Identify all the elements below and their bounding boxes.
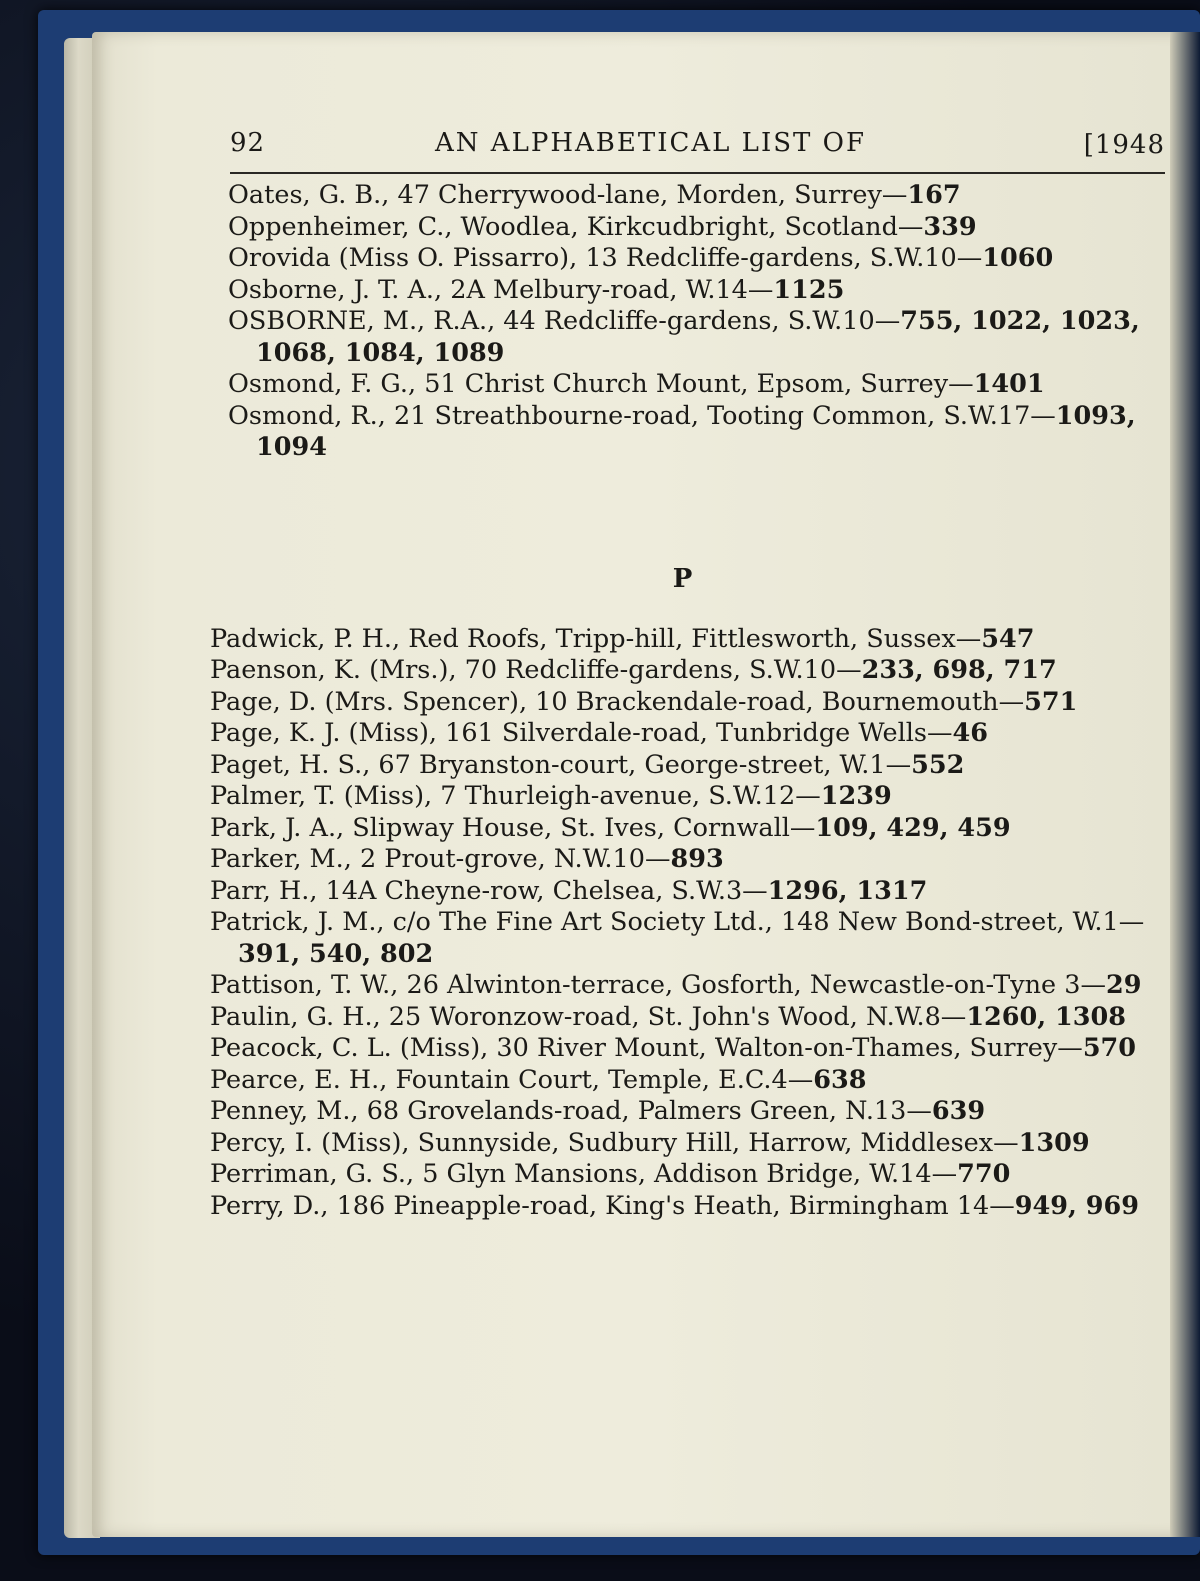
entry-text: Percy, I. (Miss), Sunnyside, Sudbury Hill, Harrow, Middlesex— (210, 1127, 1019, 1158)
entry-catalogue-numbers: 233, 698, 717 (861, 655, 1057, 685)
entry-text: Paenson, K. (Mrs.), 70 Redcliffe-gardens, S.W.10— (210, 655, 862, 685)
list-entry (228, 180, 1165, 212)
list-entry (228, 306, 1165, 369)
section-o-list (200, 180, 1165, 464)
entry-catalogue-numbers: 1260, 1308 (966, 1001, 1127, 1032)
entry-text: Palmer, T. (Miss), 7 Thurleigh-avenue, S.W.12— (210, 781, 821, 811)
list-entry (210, 1033, 1165, 1065)
entry-catalogue-numbers: 46 (952, 718, 989, 748)
entry-catalogue-numbers: 949, 969 (1014, 1190, 1139, 1221)
running-year: [1948 (1083, 130, 1165, 160)
entry-catalogue-numbers: 770 (957, 1159, 1011, 1189)
list-entry (210, 781, 1165, 813)
list-entry (210, 1065, 1165, 1097)
entry-catalogue-numbers: 638 (813, 1064, 867, 1095)
entry-catalogue-numbers: 570 (1082, 1033, 1137, 1063)
entry-catalogue-numbers: 109, 429, 459 (815, 812, 1011, 843)
entry-text: Pearce, E. H., Fountain Court, Temple, E.C.4— (210, 1064, 814, 1095)
running-title: AN ALPHABETICAL LIST OF (435, 128, 866, 158)
entry-catalogue-numbers: 339 (923, 211, 977, 242)
entry-catalogue-numbers: 755, 1022, 1023, 1068, 1084, 1089 (256, 306, 1140, 368)
gutter-shadow (1170, 32, 1200, 1537)
list-entry (228, 401, 1165, 464)
entry-text: Page, K. J. (Miss), 161 Silverdale-road, Tunbridge Wells— (210, 718, 953, 748)
entry-catalogue-numbers: 391, 540, 802 (238, 938, 434, 969)
list-entry (210, 750, 1165, 782)
entry-catalogue-numbers: 639 (931, 1096, 986, 1126)
list-entry (210, 1191, 1165, 1223)
list-entry (210, 1159, 1165, 1191)
page-content (200, 118, 1165, 1222)
entry-text: Osmond, F. G., 51 Christ Church Mount, Epsom, Surrey— (228, 369, 974, 399)
list-entry (210, 907, 1165, 970)
entry-catalogue-numbers: 1060 (982, 243, 1054, 273)
list-entry (210, 655, 1165, 687)
entry-catalogue-numbers: 167 (907, 180, 961, 210)
entry-catalogue-numbers: 1309 (1018, 1127, 1090, 1158)
list-entry (210, 624, 1165, 656)
entry-catalogue-numbers: 1296, 1317 (767, 875, 928, 906)
entry-catalogue-numbers: 1125 (773, 274, 845, 305)
header-rule (230, 172, 1165, 174)
list-entry (210, 844, 1165, 876)
entry-text: Penney, M., 68 Grovelands-road, Palmers Green, N.13— (210, 1096, 932, 1126)
page-number: 92 (230, 128, 266, 158)
entry-text: Paulin, G. H., 25 Woronzow-road, St. John's Wood, N.W.8— (210, 1001, 967, 1032)
entry-catalogue-numbers: 571 (1024, 686, 1078, 717)
entry-text: Pattison, T. W., 26 Alwinton-terrace, Gosforth, Newcastle-on-Tyne 3— (210, 970, 1106, 1000)
entry-text: Oates, G. B., 47 Cherrywood-lane, Morden, Surrey— (228, 180, 908, 210)
entry-text: Park, J. A., Slipway House, St. Ives, Cornwall— (210, 812, 816, 843)
list-entry (228, 243, 1165, 275)
entry-catalogue-numbers: 1239 (820, 781, 892, 811)
entry-catalogue-numbers: 552 (911, 749, 965, 780)
list-entry (228, 275, 1165, 307)
entry-text: Peacock, C. L. (Miss), 30 River Mount, Walton-on-Thames, Surrey— (210, 1033, 1083, 1063)
entry-text: Orovida (Miss O. Pissarro), 13 Redcliffe-gardens, S.W.10— (228, 243, 983, 273)
list-entry (210, 876, 1165, 908)
list-entry (210, 687, 1165, 719)
entry-catalogue-numbers: 547 (981, 623, 1035, 654)
list-entry (228, 369, 1165, 401)
list-entry (210, 970, 1165, 1002)
entry-text: Padwick, P. H., Red Roofs, Tripp-hill, Fittlesworth, Sussex— (210, 623, 982, 654)
entry-text: Perry, D., 186 Pineapple-road, King's Heath, Birmingham 14— (210, 1190, 1015, 1221)
list-entry (228, 212, 1165, 244)
list-entry (210, 1096, 1165, 1128)
entry-text: Perriman, G. S., 5 Glyn Mansions, Addison Bridge, W.14— (210, 1159, 958, 1189)
section-p-list (200, 624, 1165, 1223)
list-entry (210, 718, 1165, 750)
entry-catalogue-numbers: 29 (1105, 970, 1142, 1000)
entry-text: Page, D. (Mrs. Spencer), 10 Brackendale-road, Bournemouth— (210, 686, 1025, 717)
entry-text: Oppenheimer, C., Woodlea, Kirkcudbright, Scotland— (228, 211, 924, 242)
entry-text: Paget, H. S., 67 Bryanston-court, George-street, W.1— (210, 749, 912, 780)
entry-text: Patrick, J. M., c/o The Fine Art Society Ltd., 148 New Bond-street, W.1— (210, 907, 1145, 937)
entry-text: Parr, H., 14A Cheyne-row, Chelsea, S.W.3— (210, 875, 768, 906)
entry-text: Osmond, R., 21 Streathbourne-road, Tooting Common, S.W.17— (228, 400, 1056, 431)
entry-catalogue-numbers: 1093, 1094 (256, 400, 1136, 462)
section-letter-heading: P (672, 563, 693, 594)
list-entry (210, 1128, 1165, 1160)
entry-text: Parker, M., 2 Prout-grove, N.W.10— (210, 844, 671, 874)
entry-catalogue-numbers: 893 (670, 844, 724, 874)
list-entry (210, 813, 1165, 845)
running-head (200, 118, 1165, 172)
list-entry (210, 1002, 1165, 1034)
entry-text: OSBORNE, M., R.A., 44 Redcliffe-gardens, S.W.10— (228, 306, 901, 336)
entry-text: Osborne, J. T. A., 2A Melbury-road, W.14— (228, 274, 774, 305)
entry-catalogue-numbers: 1401 (973, 369, 1045, 399)
